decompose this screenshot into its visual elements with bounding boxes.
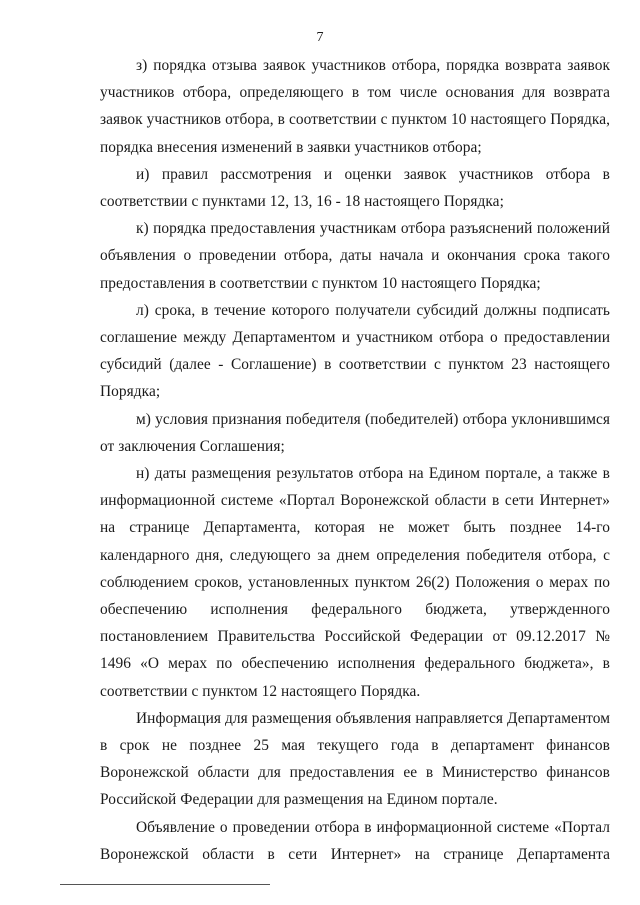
page-number: 7 [316,30,324,45]
paragraph-announcement: Объявление о проведении отбора в информационной системе «Портал Воронежской области в сети Интернет» на странице Департамента [100,818,610,863]
document-body [100,52,610,868]
paragraph-n: н) даты размещения результатов отбора на Едином портале, а также в информационной системе «Портал Воронежской области в сети Интернет» на странице Департамента, которая не может быть позднее 14-го календарного дня, следующего за днем определения победителя отбора, с соблюдением сроков, установленных пунктом 26(2) Положения о мерах по обеспечению исполнения федерального бюджета, утвержденного постановлением Правительства Российской Федерации от 09.12.2017 № 1496 «О мерах по обеспечению исполнения федерального бюджета», в соответствии с пунктом 12 настоящего Порядка. [100,465,610,700]
paragraph-m: м) условия признания победителя (победителей) отбора уклонившимся от заключения Соглашения; [100,410,610,455]
paragraph-k: к) порядка предоставления участникам отбора разъяснений положений объявления о проведении отбора, даты начала и окончания срока такого предоставления в соответствии с пунктом 10 настоящего Порядка; [100,220,610,292]
paragraph-i: и) правил рассмотрения и оценки заявок участников отбора в соответствии с пунктами 12, 13, 16 - 18 настоящего Порядка; [100,165,610,211]
footer-rule [60,884,270,885]
paragraph-l: л) срока, в течение которого получатели субсидий должны подписать соглашение между Департаментом и участником отбора о предоставлении субсидий (далее - Соглашение) в соответствии с пунктом 23 настоящего Порядка; [100,301,610,401]
paragraph-z: з) порядка отзыва заявок участников отбора, порядка возврата заявок участников отбора, определяющего в том числе основания для возврата заявок участников отбора, в соответствии с пунктом 10 настоящего Порядка, порядка внесения изменений в заявки участников отбора; [100,57,610,156]
paragraph-info: Информация для размещения объявления направляется Департаментом в срок не позднее 25 мая текущего года в департамент финансов Воронежской области для предоставления ее в Министерство финансов Российской Федерации для размещения на Едином портале. [100,709,610,809]
